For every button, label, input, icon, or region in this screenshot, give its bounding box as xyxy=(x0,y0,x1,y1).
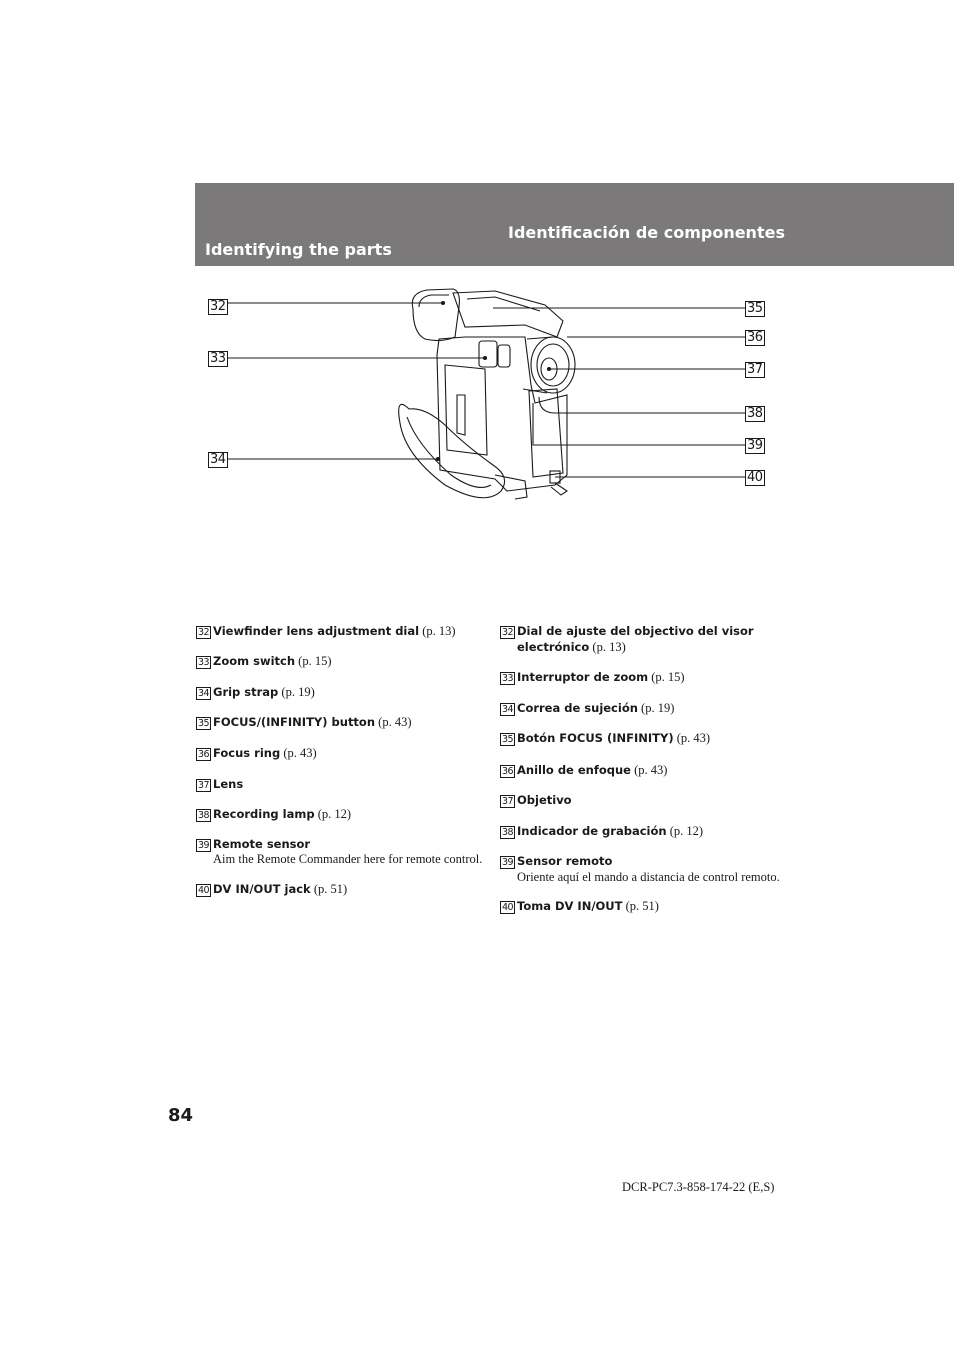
item-page-ref: (p. 12) xyxy=(317,807,352,821)
list-item xyxy=(500,731,785,747)
item-term: Recording lamp xyxy=(213,807,315,821)
item-term: Anillo de enfoque xyxy=(517,762,631,777)
item-page-ref: (p. 51) xyxy=(625,899,659,913)
item-term: Lens xyxy=(213,776,244,791)
item-number: 32 xyxy=(502,627,514,638)
callout-35: 35 xyxy=(747,301,763,316)
list-item xyxy=(500,854,785,885)
list-item xyxy=(196,685,486,701)
document-code: DCR-PC7.3-858-174-22 (E,S) xyxy=(622,1180,775,1194)
item-term: Sensor remoto xyxy=(517,854,613,868)
callout-38: 38 xyxy=(747,406,763,421)
list-item xyxy=(196,777,486,793)
list-item xyxy=(196,624,486,640)
item-term: Objetivo xyxy=(517,793,572,807)
list-item xyxy=(196,746,486,762)
item-term: FOCUS/(INFINITY) button xyxy=(213,714,376,729)
callout-40: 40 xyxy=(747,470,763,485)
item-number: 36 xyxy=(502,765,514,777)
item-number: 39 xyxy=(502,857,514,868)
section-title-english: Identifying the parts xyxy=(205,240,392,259)
leader-line-38 xyxy=(539,397,745,413)
item-page-ref: (p. 43) xyxy=(634,762,668,777)
leader-line-39 xyxy=(533,403,745,445)
item-description: Aim the Remote Commander here for remote control. xyxy=(213,852,483,866)
item-term: Focus ring xyxy=(213,746,281,760)
callout-32: 32 xyxy=(210,299,226,314)
list-item xyxy=(196,807,486,823)
item-number: 36 xyxy=(198,749,210,760)
item-term: Grip strap xyxy=(213,685,279,699)
item-term: Zoom switch xyxy=(213,653,296,668)
item-number: 34 xyxy=(502,703,514,715)
item-page-ref: (p. 15) xyxy=(298,653,332,668)
item-number: 32 xyxy=(198,627,210,638)
list-item xyxy=(500,824,785,840)
item-term: Indicador de grabación xyxy=(517,823,667,838)
item-term: Botón FOCUS (INFINITY) xyxy=(517,731,674,745)
item-page-ref: (p. 43) xyxy=(378,714,412,729)
list-item xyxy=(196,715,486,731)
callout-37: 37 xyxy=(747,362,763,377)
list-item xyxy=(196,882,486,898)
item-number: 38 xyxy=(502,826,514,838)
item-number: 35 xyxy=(502,734,514,745)
item-term: Toma DV IN/OUT xyxy=(517,899,623,913)
callout-39: 39 xyxy=(747,438,763,453)
parts-list-spanish xyxy=(500,624,785,915)
item-page-ref: (p. 15) xyxy=(651,670,685,684)
list-item xyxy=(196,837,486,868)
item-page-ref: (p. 13) xyxy=(422,624,456,638)
item-term: Correa de sujeción xyxy=(517,700,638,715)
item-page-ref: (p. 13) xyxy=(592,639,626,654)
callout-34: 34 xyxy=(210,452,226,467)
item-number: 38 xyxy=(198,810,210,821)
item-number: 34 xyxy=(198,688,210,699)
item-page-ref: (p. 43) xyxy=(283,746,317,760)
item-term: Viewfinder lens adjustment dial xyxy=(213,624,420,638)
item-page-ref: (p. 51) xyxy=(313,881,348,896)
item-term: Interruptor de zoom xyxy=(517,670,649,684)
list-item xyxy=(500,899,785,915)
item-term: Dial de ajuste del objectivo del visor electrónico xyxy=(517,624,754,654)
item-number: 39 xyxy=(198,839,210,851)
list-item xyxy=(500,701,785,717)
list-item xyxy=(500,793,785,809)
list-item xyxy=(500,624,785,655)
parts-list-english xyxy=(196,624,486,897)
camcorder-illustration xyxy=(195,285,775,510)
item-number: 37 xyxy=(502,796,514,807)
item-page-ref: (p. 43) xyxy=(676,731,711,745)
item-number: 35 xyxy=(198,717,210,729)
item-number: 33 xyxy=(502,673,514,684)
callout-33: 33 xyxy=(210,351,226,366)
item-number: 40 xyxy=(198,884,210,896)
item-number: 37 xyxy=(198,779,210,791)
list-item xyxy=(500,670,785,686)
item-term: DV IN/OUT jack xyxy=(213,881,311,896)
item-description: Oriente aquí el mando a distancia de control remoto. xyxy=(517,869,780,884)
item-number: 40 xyxy=(502,902,514,913)
camcorder-diagram xyxy=(195,285,775,510)
item-term: Remote sensor xyxy=(213,836,311,851)
item-page-ref: (p. 19) xyxy=(281,685,315,699)
item-number: 33 xyxy=(198,656,210,668)
item-page-ref: (p. 19) xyxy=(641,700,675,715)
callout-36: 36 xyxy=(747,330,763,345)
section-title-spanish: Identificación de componentes xyxy=(508,223,785,242)
list-item xyxy=(196,654,486,670)
item-page-ref: (p. 12) xyxy=(669,823,704,838)
page-number: 84 xyxy=(168,1105,194,1126)
list-item xyxy=(500,763,785,779)
